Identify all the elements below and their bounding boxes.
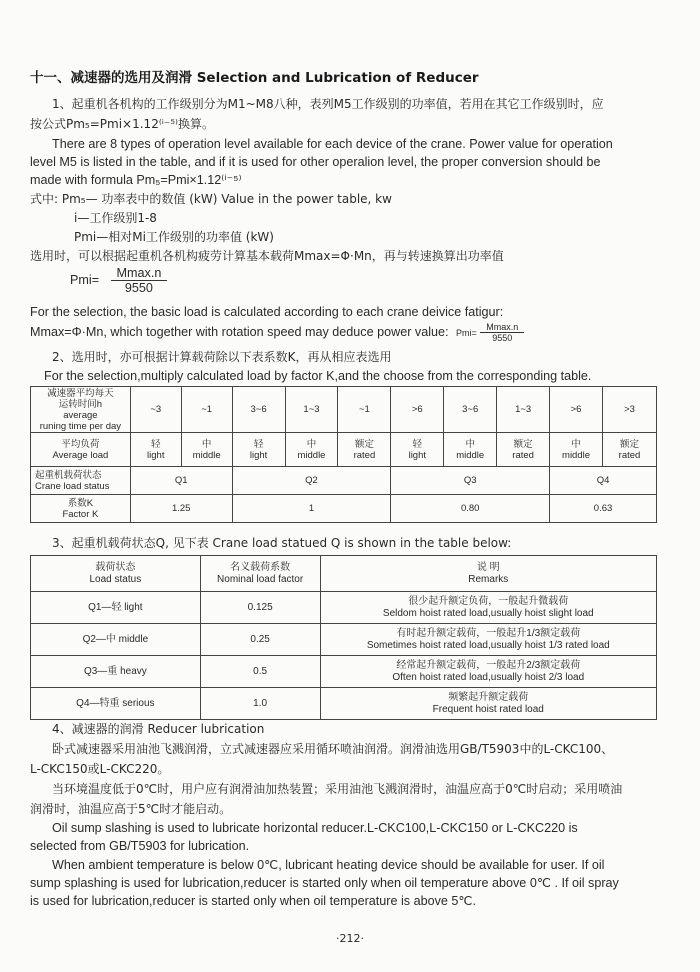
table2-header-row [31,556,657,592]
section4-cn-line3: 当环境温度低于0℃时，用户应有润滑油加热装置；采用油池飞溅润滑时，油温应高于0℃时启动；采用喷油 [52,782,623,796]
definition-i: i—工作级别1-8 [74,211,157,225]
section4-en-line5: is used for lubrication,reducer is started only when oil temperature is above 5℃. [30,894,477,908]
section4-en-line4: sump splashing is used for lubrication,reducer is started only when oil temperature above 0℃ . If oil spray [30,876,619,890]
factor-cell-q1: 1.25 [130,495,232,523]
section2-en: For the selection,multiply calculated load by factor K,and the choose from the corresponding table. [44,369,592,383]
formula-fraction [111,266,168,295]
section4-cn-line1: 卧式减速器采用油池飞溅润滑，立式减速器应采用循环喷油润滑。润滑油选用GB/T5903中的L-CKC100、 [52,742,614,756]
runtime-cell: 3~6 [444,387,497,433]
para1-cn-line2: 按公式Pm₅=Pmi×1.12⁽ⁱ⁻⁵⁾换算。 [30,117,215,131]
avgload-cell: 轻 light [232,433,285,467]
factor-cell-q3: 0.80 [391,495,550,523]
avgload-cell: 额定 rated [497,433,550,467]
runtime-cell: 1~3 [285,387,338,433]
runtime-cell: ~1 [181,387,232,433]
inline-formula [456,325,477,341]
avgload-cell: 中 middle [444,433,497,467]
para1-en-line3: made with formula Pm₅=Pmi×1.12⁽ⁱ⁻⁵⁾ [30,173,242,187]
runtime-cell: ~1 [338,387,391,433]
para2-en-text: Mmax=Φ·Mn, which together with rotation speed may deduce power value: [30,324,449,339]
status-cell-q4: Q4 [550,467,657,495]
section2-cn: 2、选用时，亦可根据计算载荷除以下表系数K，再从相应表选用 [52,350,392,364]
formula-label: Pmi= [70,272,100,287]
avgload-cell: 额定 rated [338,433,391,467]
runtime-label [31,387,131,433]
avgload-cell: 轻 light [391,433,444,467]
para1-en-line1: There are 8 types of operation level available for each device of the crane. Power value for operation [52,137,613,151]
factor-k-label [31,495,131,523]
row-factor: 1.0 [200,688,320,720]
header-remarks: 说 明 Remarks [320,556,656,592]
table-row [31,624,657,656]
avgload-cell: 额定 rated [603,433,657,467]
definition-pm5: 式中: Pm₅— 功率表中的数值 (kW) Value in the power table, kw [30,192,392,206]
runtime-label-cn2: 运转时间h [58,398,103,410]
average-load-row [31,433,657,467]
factor-cell-q2: 1 [232,495,391,523]
inline-formula-numerator: Mmax.n [480,322,524,333]
table-row [31,656,657,688]
section4-cn-line4: 润滑时，油温应高于5℃时才能启动。 [30,802,232,816]
runtime-cell: ~3 [130,387,181,433]
avgload-cell: 中 middle [285,433,338,467]
section4-en-line2: selected from GB/T5903 for lubrication. [30,839,250,853]
status-cell-q2: Q2 [232,467,391,495]
average-load-label-en: Average load [52,449,109,461]
table-row [31,592,657,624]
status-cell-q3: Q3 [391,467,550,495]
factor-cell-q4: 0.63 [550,495,657,523]
power-formula [70,266,167,295]
runtime-cell: >6 [550,387,603,433]
section4-cn-line2: L-CKC150或L-CKC220。 [30,762,170,776]
status-cell-q1: Q1 [130,467,232,495]
runtime-cell: >3 [603,387,657,433]
para1-cn-line1: 1、起重机各机构的工作级别分为M1~M8八种，表列M5工作级别的功率值，若用在其它工作级别时，应 [52,97,604,111]
row-remarks: 频繁起升额定载荷 Frequent hoist rated load [320,688,656,720]
row-status: Q4—特重 serious [31,688,201,720]
load-status-label-cn: 起重机载荷状态 [35,469,102,481]
load-status-row [31,467,657,495]
definition-pmi: Pmi—相对Mi工作级别的功率值 (kW) [74,230,274,244]
runtime-cell: >6 [391,387,444,433]
inline-formula-fraction [480,322,524,343]
section3-heading: 3、起重机载荷状态Q, 见下表 Crane load statued Q is shown in the table below: [52,536,512,550]
inline-formula-label: Pmi= [456,327,477,338]
runtime-label-en1: average [63,409,98,421]
row-status: Q2—中 middle [31,624,201,656]
page-number: ·212· [336,932,364,945]
header-load-status: 载荷状态 Load status [31,556,201,592]
runtime-label-cn1: 减速器平均每天 [47,387,114,399]
load-status-label-en: Crane load status [35,480,110,492]
section4-en-line3: When ambient temperature is below 0℃, lubricant heating device should be available for user. If oil [52,858,605,872]
row-remarks: 有时起升额定载荷，一般起升1/3额定载荷 Sometimes hoist rated load,usually hoist 1/3 rated load [320,624,656,656]
avgload-cell: 中 middle [181,433,232,467]
header-nominal-factor: 名义载荷系数 Nominal load factor [200,556,320,592]
row-remarks: 经常起升额定载荷，一般起升2/3额定载荷 Often hoist rated load,usually hoist 2/3 load [320,656,656,688]
section-title: 十一、减速器的选用及润滑 Selection and Lubrication of Reducer [30,70,479,86]
para2-en-line2 [30,322,524,343]
average-load-label [31,433,131,467]
load-status-label [31,467,131,495]
runtime-label-en2: runing time per day [39,420,122,432]
average-load-label-cn: 平均负荷 [61,438,100,450]
row-factor: 0.5 [200,656,320,688]
row-factor: 0.125 [200,592,320,624]
load-status-table [30,555,657,720]
avgload-cell: 中 middle [550,433,603,467]
section4-en-line1: Oil sump slashing is used to lubricate horizontal reducer.L-CKC100,L-CKC150 or L-CKC220 is [52,821,578,835]
row-remarks: 很少起升额定负荷，一般起升微载荷 Seldom hoist rated load,usually hoist slight load [320,592,656,624]
factor-k-table [30,386,657,523]
factor-k-label-cn: 系数K [67,497,94,509]
row-status: Q1—轻 light [31,592,201,624]
para2-en-line1: For the selection, the basic load is calculated according to each crane deivice fatigur: [30,305,504,319]
table-row [31,688,657,720]
row-factor: 0.25 [200,624,320,656]
formula-denominator: 9550 [124,281,153,295]
factor-k-row [31,495,657,523]
para2-cn: 选用时，可以根据起重机各机构疲劳计算基本载荷Mmax=Φ·Mn，再与转速换算出功率值 [30,249,504,263]
avgload-cell: 轻 light [130,433,181,467]
inline-formula-denominator: 9550 [492,333,513,343]
runtime-cell: 1~3 [497,387,550,433]
runtime-row [31,387,657,433]
formula-numerator: Mmax.n [111,266,168,281]
para1-en-line2: level M5 is listed in the table, and if it is used for other operalion level, the proper conversion should be [30,155,601,169]
factor-k-label-en: Factor K [62,508,99,520]
runtime-cell: 3~6 [232,387,285,433]
section4-heading: 4、减速器的润滑 Reducer lubrication [52,722,265,736]
row-status: Q3—重 heavy [31,656,201,688]
